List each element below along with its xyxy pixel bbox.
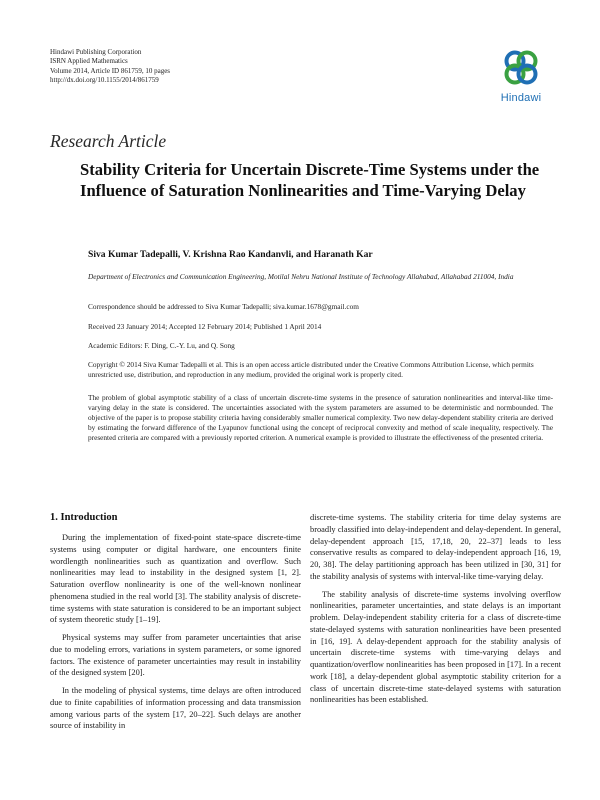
author-list: Siva Kumar Tadepalli, V. Krishna Rao Kandanvli, and Haranath Kar — [88, 249, 373, 260]
doi-link[interactable]: http://dx.doi.org/10.1155/2014/861759 — [50, 75, 159, 84]
left-column — [50, 532, 301, 732]
paragraph: discrete-time systems. The stability criteria for time delay systems are broadly classified into delay-independent and delay-dependent. In general, delay-dependent approach [15, 17,18, 20, 22–37] leads to less conservative results as compared to delay-independent approach [16, 19, 20, 38]. The delay partitioning approach has been utilized in [30, 31] for the stability analysis of systems with interval-like time-varying delay. — [310, 513, 561, 581]
paragraph: The stability analysis of discrete-time systems involving overflow nonlinearities, parameter uncertainties, and state delays is an important problem. Delay-independent stability criteria for a class of discrete-time state-delayed systems with saturation nonlinearities have been presented in [16, 19]. A delay-dependent approach for the stability analysis of uncertain discrete-time systems with time-varying delays and quantization/overflow nonlinearities has been proposed in [17]. In a recent work [18], a delay-dependent global asymptotic stability criterion for a class of uncertain discrete-time state-delayed systems with saturation nonlinearities has been established. — [310, 589, 561, 705]
academic-editors: Academic Editors: F. Ding, C.-Y. Lu, and Q. Song — [88, 341, 235, 350]
section-heading: 1. Introduction — [50, 512, 118, 523]
correspondence: Correspondence should be addressed to Siva Kumar Tadepalli; siva.kumar.1678@gmail.com — [88, 302, 359, 311]
publisher-line: Hindawi Publishing Corporation — [50, 48, 142, 56]
journal-header — [50, 48, 170, 85]
affiliation: Department of Electronics and Communication Engineering, Motilal Nehru National Institute of Technology Allahabad, Allahabad 211004, India — [88, 272, 514, 281]
hindawi-logo-icon — [501, 50, 541, 86]
article-title: Stability Criteria for Uncertain Discrete-Time Systems under the Influence of Saturation Nonlinearities and Time-Varying Delay — [80, 160, 540, 200]
dates: Received 23 January 2014; Accepted 12 February 2014; Published 1 April 2014 — [88, 322, 322, 331]
journal-line: ISRN Applied Mathematics — [50, 57, 128, 66]
copyright-notice: Copyright © 2014 Siva Kumar Tadepalli et al. This is an open access article distributed under the Creative Commons Attribution License, which permits unrestricted use, distribution, and reproduction in any medium, provided the original work is properly cited. — [88, 360, 534, 379]
abstract: The problem of global asymptotic stability of a class of uncertain discrete-time systems in the presence of saturation nonlinearities and interval-like time-varying delay in the state is considered. The uncertainties associated with the system parameters are assumed to be deterministic and normbounded. The objective of the paper is to propose stability criteria having considerably smaller numerical complexity. Two new delay-dependent stability criteria are derived by estimating the forward difference of the Lyapunov functional using the concept of reciprocal convexity and method of scale inequality, respectively. The presented criteria are compared with a previously reported criterion. A numerical example is provided to illustrate the effectiveness of the presented criteria. — [88, 393, 553, 442]
paragraph: During the implementation of fixed-point state-space discrete-time systems using computer or digital hardware, one encounters finite wordlength nonlinearities such as quantization and overflow. Such nonlinearities may lead to instability in the designed system [1, 2]. Saturation overflow nonlinearity is one of the well-known nonlinear phenomena studied in the real world [3]. The stability analysis of discrete-time systems with state saturation is considered to be an important subject of system theoretic study [1–19]. — [50, 533, 301, 625]
hindawi-logo-text: Hindawi — [500, 92, 542, 104]
hindawi-logo — [497, 50, 545, 104]
right-column — [310, 512, 561, 706]
paragraph: In the modeling of physical systems, time delays are often introduced due to finite capabilities of information processing and data transmission among various parts of the system [17, 20–22]. Such delays are another source of instability in — [50, 686, 301, 731]
paragraph: Physical systems may suffer from parameter uncertainties that arise due to modeling errors, variations in system parameters, or some ignored factors. The existence of parameter uncertainties may result in instability of the designed system [20]. — [50, 633, 301, 678]
article-type: Research Article — [50, 131, 167, 151]
volume-line: Volume 2014, Article ID 861759, 10 pages — [50, 66, 171, 75]
